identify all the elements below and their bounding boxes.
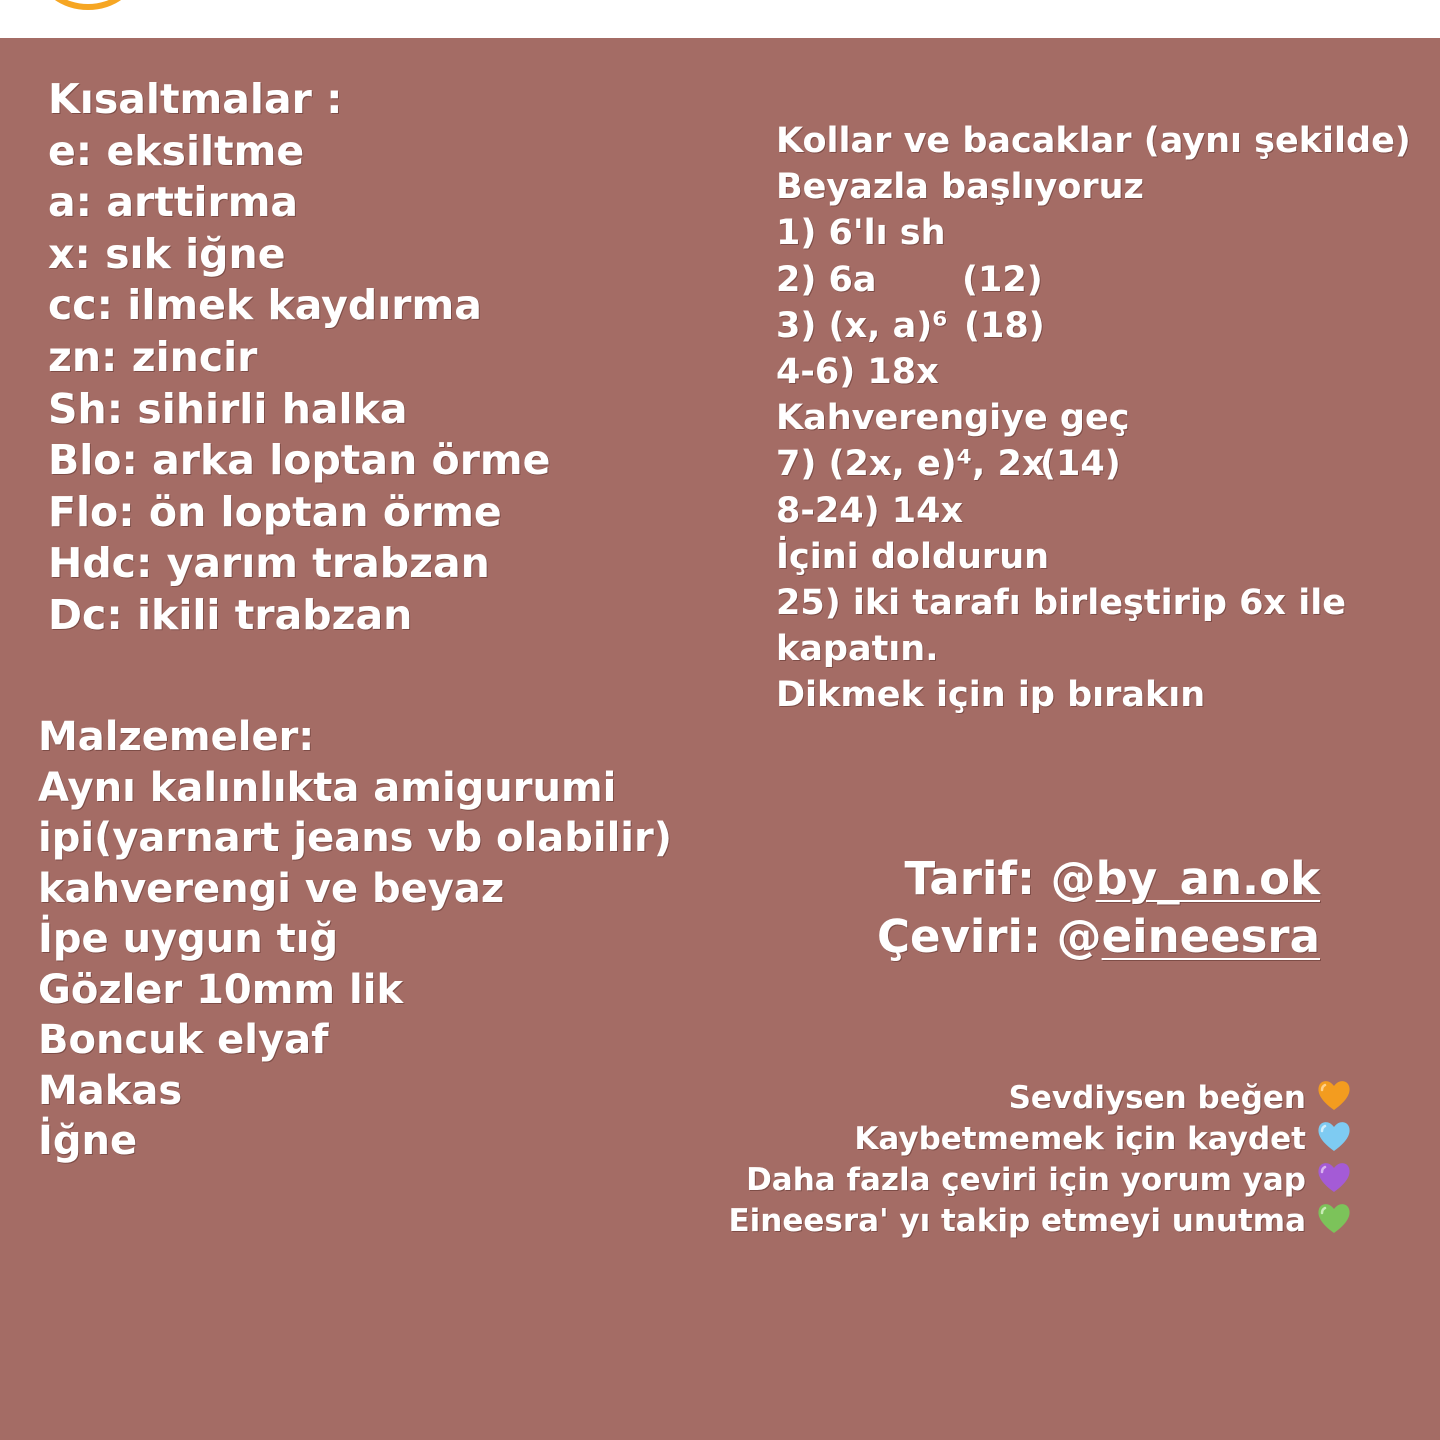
cta-line — [729, 1119, 1353, 1160]
abbreviation-item: a: arttirma — [48, 178, 299, 227]
purple-heart-icon — [1316, 1160, 1352, 1194]
abbreviations-title: Kısaltmalar : — [48, 75, 343, 123]
recipe-credit-label: Tarif: @ — [904, 852, 1096, 905]
material-item: kahverengi ve beyaz — [38, 865, 505, 912]
pattern-row: 1) 6'lı sh — [776, 213, 946, 254]
pattern-row-count: (12) — [962, 259, 1043, 300]
translation-credit-label: Çeviri: @ — [877, 910, 1102, 963]
translation-credit-handle[interactable]: eineesra — [1101, 910, 1320, 963]
abbreviation-item: Blo: arka loptan örme — [48, 436, 551, 485]
profile-story-ring[interactable] — [38, 0, 138, 10]
materials-section — [38, 712, 672, 1167]
pattern-row — [776, 488, 1411, 534]
pattern-row-text: 3) (x, a)⁶ — [776, 305, 948, 346]
abbreviation-item: Hdc: yarım trabzan — [48, 539, 490, 588]
cta-line — [729, 1201, 1353, 1242]
cta-line-text: Eineesra' yı takip etmeyi unutma — [728, 1203, 1306, 1239]
top-bar — [0, 0, 1440, 38]
recipe-credit-handle[interactable]: by_an.ok — [1095, 852, 1320, 905]
pattern-row-text: Kahverengiye geç — [776, 398, 1130, 439]
pattern-row-text: Dikmek için ip bırakın — [776, 675, 1206, 716]
cta-line-text: Daha fazla çeviri için yorum yap — [746, 1162, 1306, 1198]
abbreviations-section — [48, 74, 550, 642]
material-item: İğne — [38, 1118, 138, 1164]
pattern-row-text: kapatın. — [776, 629, 939, 670]
pattern-row-count: (18) — [964, 305, 1045, 346]
pattern-row — [776, 626, 1411, 672]
material-item: Gözler 10mm lik — [38, 966, 404, 1013]
pattern-section — [776, 118, 1411, 719]
abbreviation-item: x: sık iğne — [48, 229, 286, 278]
translation-credit — [877, 908, 1320, 966]
pattern-row-text: İçini doldurun — [776, 536, 1050, 577]
abbreviation-item: Dc: ikili trabzan — [48, 590, 413, 639]
pattern-title: Kollar ve bacaklar (aynı şekilde) — [776, 121, 1411, 161]
pattern-row-count: (14) — [1040, 444, 1121, 485]
material-item: Boncuk elyaf — [38, 1017, 329, 1063]
green-heart-icon — [1316, 1201, 1352, 1235]
materials-title: Malzemeler: — [38, 714, 315, 760]
call-to-action-section — [729, 1078, 1353, 1242]
material-item: Aynı kalınlıkta amigurumi — [38, 764, 617, 811]
credits-section — [877, 850, 1320, 966]
pattern-row-text: 7) (2x, e)⁴, 2x — [776, 444, 1045, 485]
blue-heart-icon — [1316, 1119, 1352, 1153]
abbreviation-item: cc: ilmek kaydırma — [48, 281, 482, 330]
pattern-row — [776, 303, 1411, 349]
recipe-credit — [877, 850, 1320, 908]
pattern-row-text: 2) 6a — [776, 259, 877, 300]
pattern-intro: Beyazla başlıyoruz — [776, 167, 1144, 208]
pattern-row — [776, 257, 1411, 303]
pattern-row-text: 8-24) 14x — [776, 490, 964, 531]
material-item: Makas — [38, 1067, 183, 1114]
abbreviation-item: e: eksiltme — [48, 126, 305, 175]
abbreviation-item: Sh: sihirli halka — [48, 384, 408, 433]
pattern-row — [776, 580, 1411, 626]
pattern-row — [776, 395, 1411, 441]
cta-line-text: Kaybetmemek için kaydet — [854, 1121, 1306, 1157]
material-item: İpe uygun tığ — [38, 916, 339, 962]
pattern-row-text: 4-6) 18x — [776, 352, 939, 393]
pattern-row — [776, 672, 1411, 718]
pattern-row — [776, 349, 1411, 395]
abbreviation-item: Flo: ön loptan örme — [48, 487, 502, 536]
pattern-row-text: 25) iki tarafı birleştirip 6x ile — [776, 583, 1346, 624]
pattern-row — [776, 534, 1411, 580]
orange-heart-icon — [1316, 1078, 1352, 1112]
pattern-row — [776, 441, 1411, 487]
cta-line — [729, 1078, 1353, 1119]
abbreviation-item: zn: zincir — [48, 332, 258, 381]
cta-line-text: Sevdiysen beğen — [1008, 1080, 1306, 1116]
cta-line — [729, 1160, 1353, 1201]
material-item: ipi(yarnart jeans vb olabilir) — [38, 815, 673, 861]
